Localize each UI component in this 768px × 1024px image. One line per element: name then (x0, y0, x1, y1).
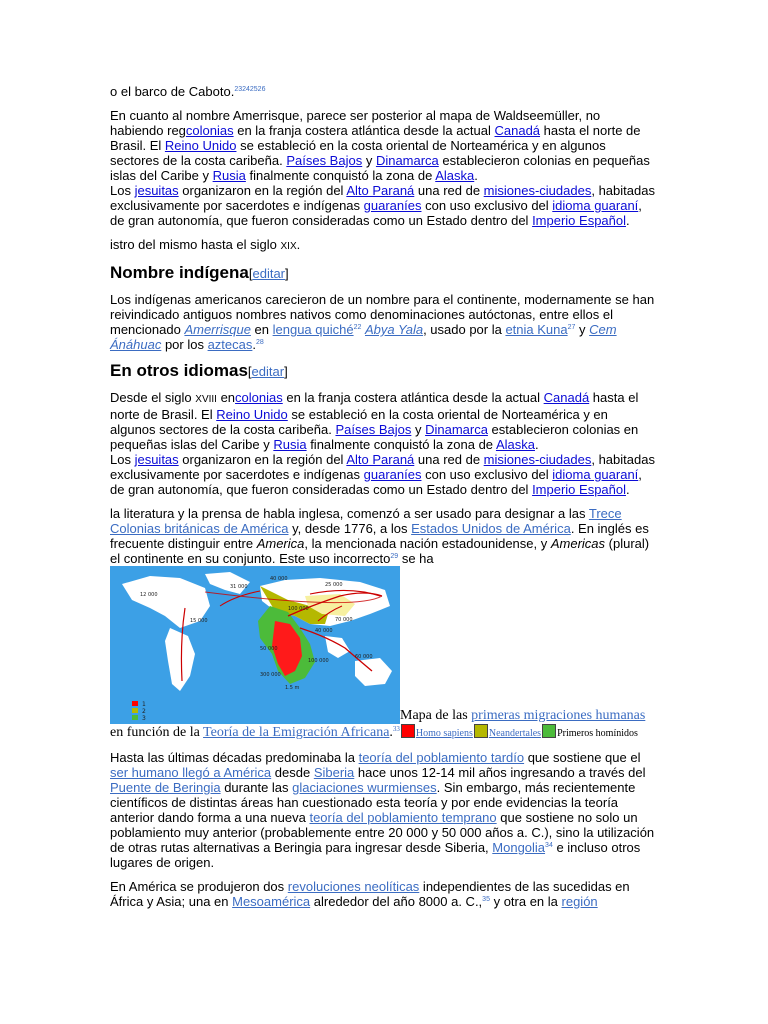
svg-text:100 000: 100 000 (308, 658, 329, 664)
paragraph-ingles: la literatura y la prensa de habla inglesa, comenzó a ser usado para designar a las Trece Colonias británicas de América y, desde 1776, a los Estados Unidos de América. En inglés es frecuente distinguir entre America, la mencionada nación estadounidense, y Americas (plural) el continente en su conjunto. Este uso incorrecto$^{29}$ se ha (110, 506, 650, 566)
svg-text:31 000: 31 000 (230, 584, 248, 590)
link-lengua-quiche[interactable]: lengua quiché (272, 322, 354, 337)
link-idioma-guarani[interactable]: idioma guaraní (552, 467, 639, 482)
link-ser-humano[interactable]: ser humano llegó a América (110, 765, 272, 780)
svg-text:2: 2 (142, 708, 146, 715)
paragraph-poblamiento: Hasta las últimas décadas predominaba la teoría del poblamiento tardío que sostiene que el ser humano llegó a América desde Siberia hace unos 12-14 mil años ingresando a través del Puente de Beringia durante las glaciaciones wurmienses. Sin embargo, más recientemente científicos de distintas áreas han cuestionado esta teoría y por ende evidencias la teoría anterior dando forma a una nueva teoría del poblamiento temprano que sostiene no solo un poblamiento muy anterior (probablemente entre 20 000 y 50 000 años a. C.), sino la utilización de otras rutas alternativas a Beringia para ingresar desde Siberia, Mongolia$^{34}$ e incluso otros lugares de origen. (110, 750, 655, 870)
text: o el barco de Caboto. (110, 84, 235, 99)
svg-text:70 000: 70 000 (335, 617, 353, 623)
paragraph-neolitico: En América se produjeron dos revoluciones neolíticas independientes de las sucedidas en África y Asia; una en Mesoamérica alrededor del año 8000 a. C.,$^{35}$ y otra en la región (110, 879, 630, 909)
link-paises-bajos[interactable]: Países Bajos (286, 153, 363, 168)
citation[interactable]: 34 (545, 842, 553, 849)
svg-text:12 000: 12 000 (140, 592, 158, 598)
link-trece-colonias[interactable]: Trece Colonias británicas de América (110, 506, 622, 536)
svg-text:1: 1 (142, 701, 146, 708)
link-alto-parana[interactable]: Alto Paraná (346, 183, 415, 198)
svg-text:25 000: 25 000 (325, 582, 343, 588)
heading-nombre-indigena: Nombre indígena[editar] (110, 263, 289, 282)
svg-text:60 000: 60 000 (355, 654, 373, 660)
link-canada[interactable]: Canadá (494, 123, 541, 138)
link-abya-yala[interactable]: Abya Yala (365, 322, 424, 337)
link-dinamarca[interactable]: Dinamarca (375, 153, 439, 168)
world-map (110, 566, 400, 724)
legend-primeros-hominidos: Primeros homínidos (557, 728, 638, 739)
link-misiones[interactable]: misiones-ciudades (483, 183, 592, 198)
migration-map-image (110, 566, 400, 724)
citation[interactable]: 35 (482, 896, 490, 903)
link-canada[interactable]: Canadá (543, 390, 590, 405)
link-neandertales[interactable]: Neandertales (488, 728, 542, 739)
svg-text:1.5 m: 1.5 m (285, 685, 300, 691)
link-jesuitas[interactable]: jesuitas (134, 183, 179, 198)
figure-migraciones: 25 000 31 000 40 000 12 000 15 000 50 000 40 000 60 000 70 000 100 000 100 000 300 000 1.5 m 1 2 3 Mapa de las primeras migraciones humanas en función de la Teoría de la Emigración Africana.$^{33}$ Homo sapiens Neandertales Primeros homínidos (110, 566, 655, 742)
paragraph-siglo: istro del mismo hasta el siglo XIX. (110, 237, 301, 252)
citation[interactable]: 33 (392, 725, 400, 733)
paragraph-nombres-nativos: Los indígenas americanos carecieron de un nombre para el continente, modernamente se han reivindicado antiguos nombres nativos como denominaciones autóctonas, entre ellos el mencionado Amerrisque en lengua quiché$^{22}$ Abya Yala, usado por la etnia Kuna$^{27}$ y Cem Ánáhuac por los aztecas.$^{28}$ (110, 292, 655, 352)
link-colonias[interactable]: colonias (235, 390, 283, 405)
citation[interactable]: 23242526 (234, 86, 266, 93)
citation[interactable]: 28 (256, 339, 264, 346)
paragraph-siglo-xviii: Desde el siglo XVIII encolonias en la franja costera atlántica desde la actual Canadá hasta el norte de Brasil. El Reino Unido se estableció en la costa oriental de Norteamérica y en algunos sectores de la costa caribeña. Países Bajos y Dinamarca establecieron colonias en pequeñas islas del Caribe y Rusia finalmente conquistó la zona de Alaska. Los jesuitas organizaron en la región del Alto Paraná una red de misiones-ciudades, habitadas exclusivamente por sacerdotes e indígenas guaraníes con uso exclusivo del idioma guaraní, de gran autonomía, que fueron consideradas como un Estado dentro del Imperio Español. (110, 390, 655, 497)
link-mesoamerica[interactable]: Mesoamérica (232, 894, 311, 909)
link-amerrisque[interactable]: Amerrisque (184, 322, 251, 337)
link-poblamiento-temprano[interactable]: teoría del poblamiento temprano (309, 810, 497, 825)
link-glaciaciones[interactable]: glaciaciones wurmienses (292, 780, 437, 795)
link-region[interactable]: región (561, 894, 598, 909)
link-reino-unido[interactable]: Reino Unido (216, 407, 288, 422)
link-jesuitas[interactable]: jesuitas (134, 452, 179, 467)
link-reino-unido[interactable]: Reino Unido (164, 138, 237, 153)
citation[interactable]: 22 (353, 324, 362, 331)
link-colonias[interactable]: colonias (185, 123, 234, 138)
svg-text:50 000: 50 000 (260, 646, 278, 652)
legend-swatch-olive (474, 724, 488, 738)
link-imperio-espanol[interactable]: Imperio Español (532, 482, 627, 497)
link-paises-bajos[interactable]: Países Bajos (335, 422, 412, 437)
citation[interactable]: 29 (390, 553, 399, 560)
link-dinamarca[interactable]: Dinamarca (425, 422, 488, 437)
citation[interactable]: 27 (567, 324, 576, 331)
svg-text:3: 3 (142, 715, 146, 722)
paragraph-intro (110, 84, 655, 99)
heading-otros-idiomas: En otros idiomas[editar] (110, 361, 288, 380)
link-puente-beringia[interactable]: Puente de Beringia (110, 780, 221, 795)
article-body (110, 84, 655, 909)
legend-swatch-red (401, 724, 415, 738)
svg-text:15 000: 15 000 (190, 618, 208, 624)
link-rusia[interactable]: Rusia (273, 437, 307, 452)
link-etnia-kuna[interactable]: etnia Kuna (505, 322, 568, 337)
link-mongolia[interactable]: Mongolia (492, 840, 546, 855)
link-guaranies[interactable]: guaraníes (363, 198, 422, 213)
legend-swatch-green (542, 724, 556, 738)
link-imperio-espanol[interactable]: Imperio Español (532, 213, 627, 228)
svg-text:40 000: 40 000 (270, 576, 288, 582)
svg-text:40 000: 40 000 (315, 628, 333, 634)
link-guaranies[interactable]: guaraníes (363, 467, 422, 482)
link-rusia[interactable]: Rusia (212, 168, 246, 183)
link-homo-sapiens[interactable]: Homo sapiens (415, 728, 473, 739)
link-alaska[interactable]: Alaska (495, 437, 535, 452)
edit-link[interactable]: editar (251, 364, 285, 379)
edit-section: [editar] (248, 266, 289, 281)
link-aztecas[interactable]: aztecas (207, 337, 253, 352)
link-siberia[interactable]: Siberia (313, 765, 355, 780)
link-idioma-guarani[interactable]: idioma guaraní (552, 198, 639, 213)
link-primeras-migraciones[interactable]: primeras migraciones humanas (471, 708, 646, 723)
paragraph-amerrisque: En cuanto al nombre Amerrisque, parece ser posterior al mapa de Waldseemüller, no habiendo regcolonias en la franja costera atlántica desde la actual Canadá hasta el norte de Brasil. El Reino Unido se estableció en la costa oriental de Norteamérica y en algunos sectores de la costa caribeña. Países Bajos y Dinamarca establecieron colonias en pequeñas islas del Caribe y Rusia finalmente conquistó la zona de Alaska. Los jesuitas organizaron en la región del Alto Paraná una red de misiones-ciudades, habitadas exclusivamente por sacerdotes e indígenas guaraníes con uso exclusivo del idioma guaraní, de gran autonomía, que fueron consideradas como un Estado dentro del Imperio Español. (110, 108, 655, 228)
link-estados-unidos[interactable]: Estados Unidos de América (411, 521, 571, 536)
link-revoluciones-neoliticas[interactable]: revoluciones neolíticas (287, 879, 420, 894)
svg-text:300 000: 300 000 (260, 672, 281, 678)
link-alaska[interactable]: Alaska (435, 168, 475, 183)
link-poblamiento-tardio[interactable]: teoría del poblamiento tardío (358, 750, 525, 765)
link-teoria-emigracion[interactable]: Teoría de la Emigración Africana (203, 725, 390, 740)
svg-text:100 000: 100 000 (288, 606, 309, 612)
edit-link[interactable]: editar (252, 266, 286, 281)
link-cem-anahuac[interactable]: Cem Ánáhuac (110, 322, 617, 352)
link-alto-parana[interactable]: Alto Paraná (346, 452, 415, 467)
edit-section: [editar] (247, 364, 288, 379)
link-misiones[interactable]: misiones-ciudades (483, 452, 592, 467)
